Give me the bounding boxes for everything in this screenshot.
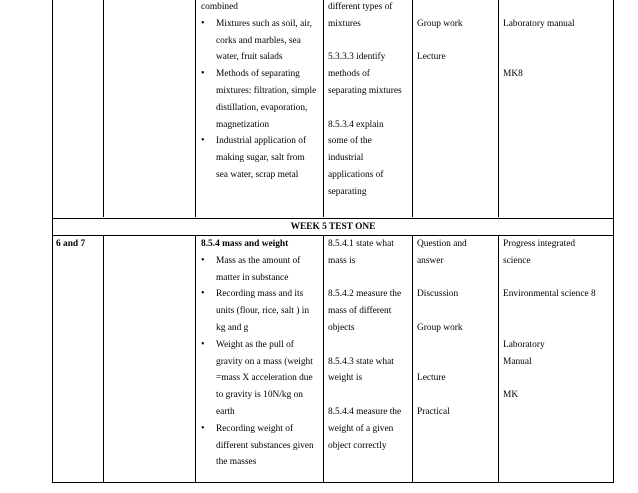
bullet-icon: •	[201, 254, 205, 266]
methods-cell	[417, 236, 467, 421]
bullet-line	[201, 150, 316, 167]
objective-line: separating mixtures	[328, 85, 402, 96]
bullet-item	[201, 421, 314, 438]
objective-line: object correctly	[328, 440, 387, 451]
table-border	[323, 236, 324, 483]
bullet-line	[201, 387, 314, 404]
table-border	[52, 0, 53, 483]
resources-cell-continued	[503, 0, 575, 83]
bullet-item	[201, 16, 316, 33]
objective-line: 8.5.4.3 state what	[328, 356, 394, 367]
objective-line: methods of	[328, 69, 370, 80]
bullet-text: Mixtures such as soil, air,	[216, 18, 312, 29]
bullet-line	[201, 270, 314, 287]
bullet-text: earth	[216, 406, 235, 417]
bullet-text: corks and marbles, sea	[216, 35, 301, 46]
week-banner: WEEK 5 TEST ONE	[290, 222, 376, 232]
bullet-text: combined	[201, 2, 238, 12]
bullet-line	[201, 404, 314, 421]
bullet-text: water, fruit salads	[216, 52, 283, 63]
table-border	[498, 236, 499, 483]
resource-line: MK8	[503, 69, 523, 80]
table-border	[195, 0, 196, 217]
table-border	[103, 236, 104, 483]
spacer	[328, 337, 401, 354]
spacer	[328, 387, 401, 404]
spacer	[417, 270, 467, 287]
objective-line: different types of	[328, 2, 393, 12]
bullet-text: Mass as the amount of	[216, 255, 301, 266]
bullet-line	[201, 117, 316, 134]
bullet-text: =mass X acceleration due	[216, 373, 313, 384]
objective-line: some of the	[328, 136, 372, 147]
topics-cell-continued	[201, 0, 316, 184]
table-border	[498, 0, 499, 217]
resource-line: science	[503, 255, 531, 266]
spacer	[503, 270, 596, 287]
bullet-text: Industrial application of	[216, 136, 307, 147]
bullet-text: sea water, scrap metal	[216, 169, 299, 180]
bullet-line	[201, 320, 314, 337]
resource-line: Progress integrated	[503, 239, 576, 249]
resource-line: Environmental science 8	[503, 289, 596, 300]
table-border	[323, 0, 324, 217]
bullet-text: different substances given	[216, 440, 314, 451]
bullet-line	[201, 167, 316, 184]
spacer	[503, 320, 596, 337]
spacer	[328, 270, 401, 287]
week-cell: 6 and 7	[56, 239, 86, 249]
spacer	[417, 303, 467, 320]
spacer	[503, 49, 575, 66]
topics-cell	[201, 236, 314, 471]
bullet-line	[201, 0, 316, 16]
resource-line: Laboratory manual	[503, 18, 575, 29]
spacer	[417, 354, 467, 371]
bullet-text: Recording mass and its	[216, 289, 304, 300]
bullet-icon: •	[201, 288, 205, 300]
method-line: Practical	[417, 406, 450, 417]
objective-line: 8.5.4.4 measure the	[328, 406, 402, 417]
bullet-item	[201, 133, 316, 150]
bullet-text: the masses	[216, 457, 257, 468]
objective-line: industrial	[328, 153, 364, 164]
spacer	[503, 33, 575, 50]
bullet-text: kg and g	[216, 322, 249, 333]
spacer	[503, 303, 596, 320]
bullet-line	[201, 354, 314, 371]
bullet-text: mixtures: filtration, simple	[216, 85, 317, 96]
bullet-icon: •	[201, 338, 205, 350]
spacer	[328, 33, 402, 50]
topic-heading: 8.5.4 mass and weight	[201, 239, 289, 249]
bullet-line	[201, 33, 316, 50]
bullet-text: distillation, evaporation,	[216, 102, 308, 113]
bullet-line	[201, 438, 314, 455]
method-line: Discussion	[417, 289, 459, 300]
table-border	[103, 0, 104, 217]
bullet-text: Recording weight of	[216, 423, 294, 434]
bullet-item	[201, 337, 314, 354]
objective-line: 5.3.3.3 identify	[328, 52, 386, 63]
table-border	[52, 482, 614, 483]
spacer	[503, 0, 575, 16]
spacer	[417, 337, 467, 354]
spacer	[417, 0, 463, 16]
table-border	[195, 236, 196, 483]
spacer	[503, 370, 596, 387]
method-line: answer	[417, 255, 444, 266]
objectives-cell	[328, 236, 401, 454]
method-line: Lecture	[417, 373, 446, 384]
objective-line: mass of different	[328, 306, 392, 317]
objective-line: weight is	[328, 373, 363, 384]
objective-line: objects	[328, 322, 355, 333]
spacer	[417, 387, 467, 404]
resource-line: Laboratory	[503, 339, 545, 350]
objective-line: mass is	[328, 255, 356, 266]
methods-cell-continued	[417, 0, 463, 66]
method-line: Question and	[417, 239, 467, 249]
spacer	[417, 33, 463, 50]
bullet-icon: •	[201, 422, 205, 434]
table-border	[412, 0, 413, 217]
resources-cell	[503, 236, 596, 404]
bullet-icon: •	[201, 135, 205, 147]
objective-line: 8.5.4.1 state what	[328, 239, 394, 249]
bullet-icon: •	[201, 17, 205, 29]
bullet-text: matter in substance	[216, 272, 289, 283]
bullet-text: to gravity is 10N/kg on	[216, 390, 303, 401]
method-line: Lecture	[417, 52, 446, 63]
objective-line: 8.5.3.4 explain	[328, 119, 384, 130]
bullet-item	[201, 253, 314, 270]
bullet-line	[201, 370, 314, 387]
method-line: Group work	[417, 322, 463, 333]
objectives-cell-continued	[328, 0, 402, 201]
resource-line: MK	[503, 390, 519, 401]
table-border	[412, 236, 413, 483]
objective-line: separating	[328, 186, 367, 197]
bullet-icon: •	[201, 68, 205, 80]
bullet-item	[201, 286, 314, 303]
objective-line: applications of	[328, 169, 384, 180]
bullet-text: Methods of separating	[216, 69, 300, 80]
bullet-item	[201, 66, 316, 83]
spacer	[328, 100, 402, 117]
table-border	[613, 0, 614, 483]
bullet-text: magnetization	[216, 119, 270, 130]
table-border	[52, 218, 614, 219]
bullet-text: making sugar, salt from	[216, 153, 305, 164]
bullet-text: gravity on a mass (weight	[216, 356, 313, 367]
bullet-line	[201, 49, 316, 66]
bullet-text: Weight as the pull of	[216, 339, 294, 350]
objective-line: mixtures	[328, 18, 361, 29]
bullet-text: units (flour, rice, salt ) in	[216, 306, 310, 317]
bullet-line	[201, 454, 314, 471]
objective-line: 8.5.4.2 measure the	[328, 289, 402, 300]
objective-line: weight of a given	[328, 423, 394, 434]
resource-line: Manual	[503, 356, 532, 367]
method-line: Group work	[417, 18, 463, 29]
bullet-line	[201, 83, 316, 100]
bullet-line	[201, 303, 314, 320]
bullet-line	[201, 100, 316, 117]
